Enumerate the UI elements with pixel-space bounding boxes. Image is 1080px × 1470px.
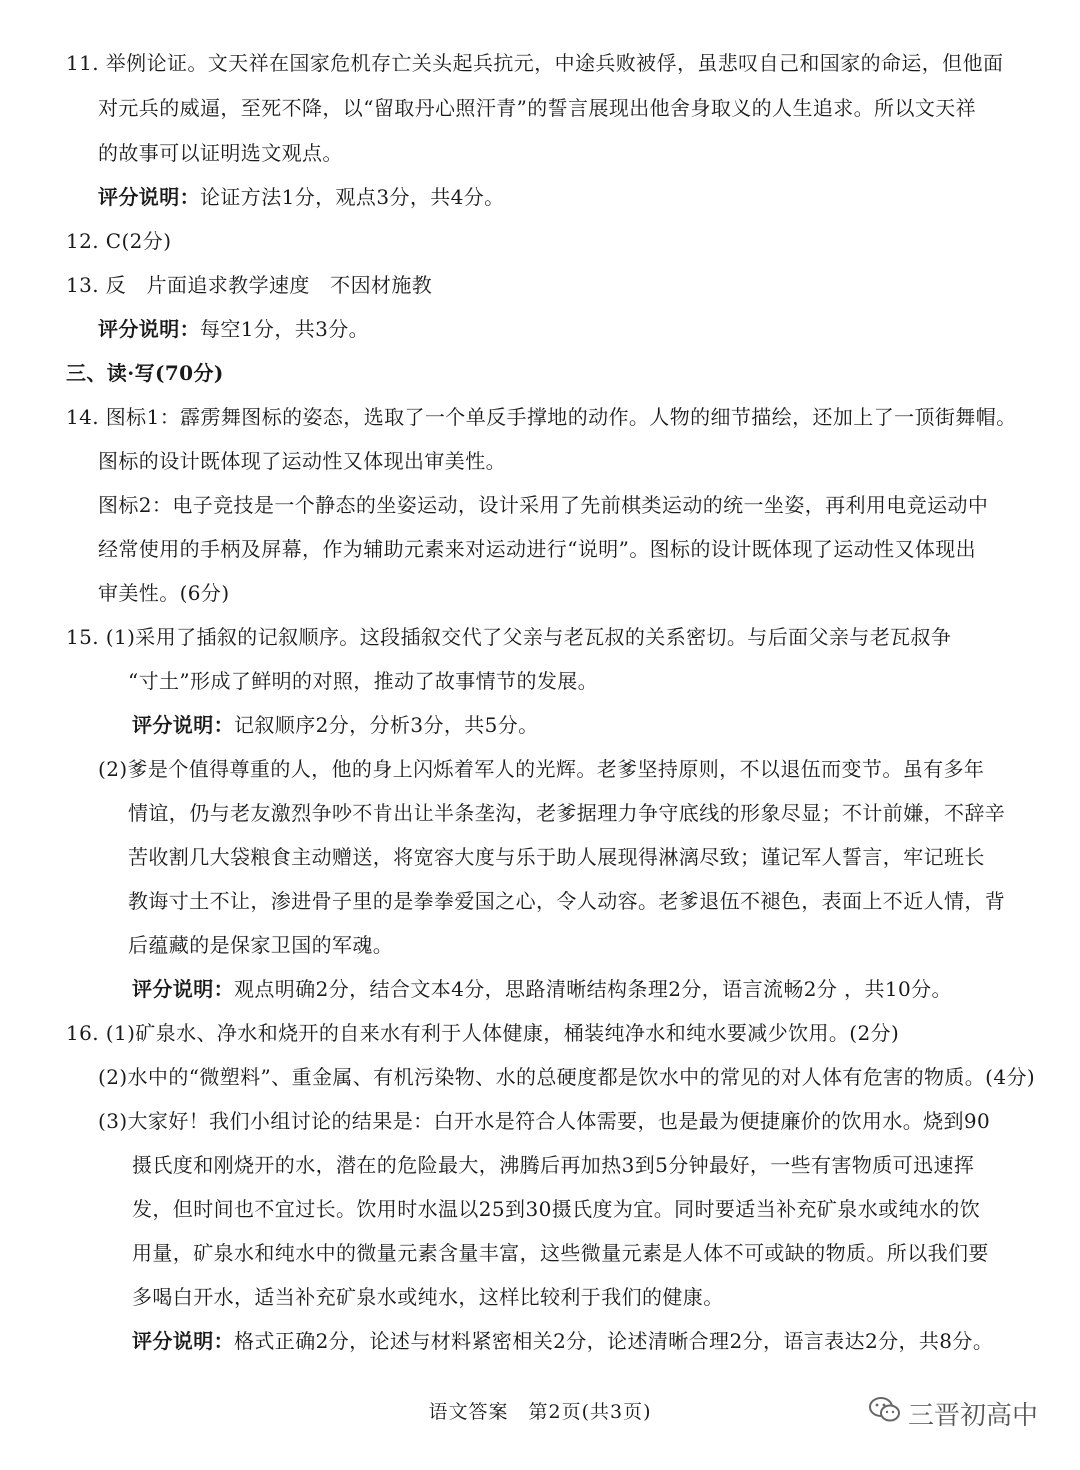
scoring-text: 记叙顺序2分，分析3分，共5分。 [234,713,539,737]
q16-part2: (2)水中的“微塑料”、重金属、有机污染物、水的总硬度都是饮水中的常见的对人体有危害的物质。(4分) [98,1065,1036,1089]
scoring-label: 评分说明： [132,713,234,737]
watermark [868,1395,1038,1432]
q16-part3-line-3: 发，但时间也不宜过长。饮用时水温以25到30摄氏度为宜。同时要适当补充矿泉水或纯水的饮 [132,1197,981,1221]
q11-line-1: 11. 举例论证。文天祥在国家危机存亡关头起兵抗元，中途兵败被俘，虽悲叹自己和国家的命运，但他面 [66,51,1004,75]
q14-line-4: 经常使用的手柄及屏幕，作为辅助元素来对运动进行“说明”。图标的设计既体现了运动性又体现出 [98,537,977,561]
q16-part3-line-1: (3)大家好！我们小组讨论的结果是：白开水是符合人体需要，也是最为便捷廉价的饮用水。烧到90 [98,1109,991,1133]
q14-line-3: 图标2：电子竞技是一个静态的坐姿运动，设计采用了先前棋类运动的统一坐姿，再利用电竞运动中 [98,493,989,517]
q15-part2-line-4: 教诲寸土不让，渗进骨子里的是拳拳爱国之心，令人动容。老爹退伍不褪色，表面上不近人情，背 [128,889,1006,913]
q13-answer: 13. 反 片面追求教学速度 不因材施教 [66,273,433,297]
q14-line-1: 14. 图标1：霹雳舞图标的姿态，选取了一个单反手撑地的动作。人物的细节描绘，还加上了一顶街舞帽。 [66,405,1017,429]
q15-part2-line-1: (2)爹是个值得尊重的人，他的身上闪烁着军人的光辉。老爹坚持原则，不以退伍而变节。虽有多年 [98,757,985,781]
q15-part2-line-3: 苦收割几大袋粮食主动赠送，将宽容大度与乐于助人展现得淋漓尽致；谨记军人誓言，牢记班长 [128,845,985,869]
watermark-text: 三晋初高中 [908,1401,1039,1431]
q14-line-5: 审美性。(6分) [98,581,230,605]
scoring-text: 论证方法1分，观点3分，共4分。 [200,185,505,209]
q16-part3-line-2: 摄氏度和刚烧开的水，潜在的危险最大，沸腾后再加热3到5分钟最好，一些有害物质可迅速挥 [132,1153,975,1177]
q14-line-2: 图标的设计既体现了运动性又体现出审美性。 [98,449,506,473]
scoring-label: 评分说明： [132,1329,234,1353]
q16-part3-line-5: 多喝白开水，适当补充矿泉水或纯水，这样比较利于我们的健康。 [132,1285,724,1309]
q15-part2-line-5: 后蕴藏的是保家卫国的军魂。 [128,933,394,957]
page-footer: 语文答案 第2页(共3页) [428,1401,652,1423]
q16-part3-line-4: 用量，矿泉水和纯水中的微量元素含量丰富，这些微量元素是人体不可或缺的物质。所以我们要 [132,1241,989,1265]
q15-part1-line-1: 15. (1)采用了插叙的记叙顺序。这段插叙交代了父亲与老瓦叔的关系密切。与后面父亲与老瓦叔争 [66,625,952,649]
section-3-title: 三、读·写(70分) [66,361,224,385]
q13-scoring-note [98,316,369,342]
wechat-icon [868,1395,908,1432]
q16-part1: 16. (1)矿泉水、净水和烧开的自来水有利于人体健康，桶装纯净水和纯水要减少饮用。(2分) [66,1021,900,1045]
scoring-label: 评分说明： [98,185,200,209]
q11-scoring-note [98,184,505,210]
scoring-label: 评分说明： [98,317,200,341]
q12-answer: 12. C(2分) [66,229,172,253]
scoring-text: 格式正确2分，论述与材料紧密相关2分，论述清晰合理2分，语言表达2分，共8分。 [234,1329,994,1353]
scoring-text: 观点明确2分，结合文本4分，思路清晰结构条理2分，语言流畅2分 ，共10分。 [234,977,952,1001]
q15-part2-line-2: 情谊，仍与老友激烈争吵不肯出让半条垄沟，老爹据理力争守底线的形象尽显；不计前嫌，不辞辛 [128,801,1006,825]
q16-scoring-note [132,1328,993,1354]
q15-part1-scoring-note [132,712,539,738]
q15-part2-scoring-note [132,976,952,1002]
scoring-label: 评分说明： [132,977,234,1001]
q11-line-3: 的故事可以证明选文观点。 [98,141,343,165]
q15-part1-line-2: “寸土”形成了鲜明的对照，推动了故事情节的发展。 [128,669,599,693]
scoring-text: 每空1分，共3分。 [200,317,370,341]
q11-line-2: 对元兵的威逼，至死不降，以“留取丹心照汗青”的誓言展现出他舍身取义的人生追求。所以文天祥 [98,96,977,120]
